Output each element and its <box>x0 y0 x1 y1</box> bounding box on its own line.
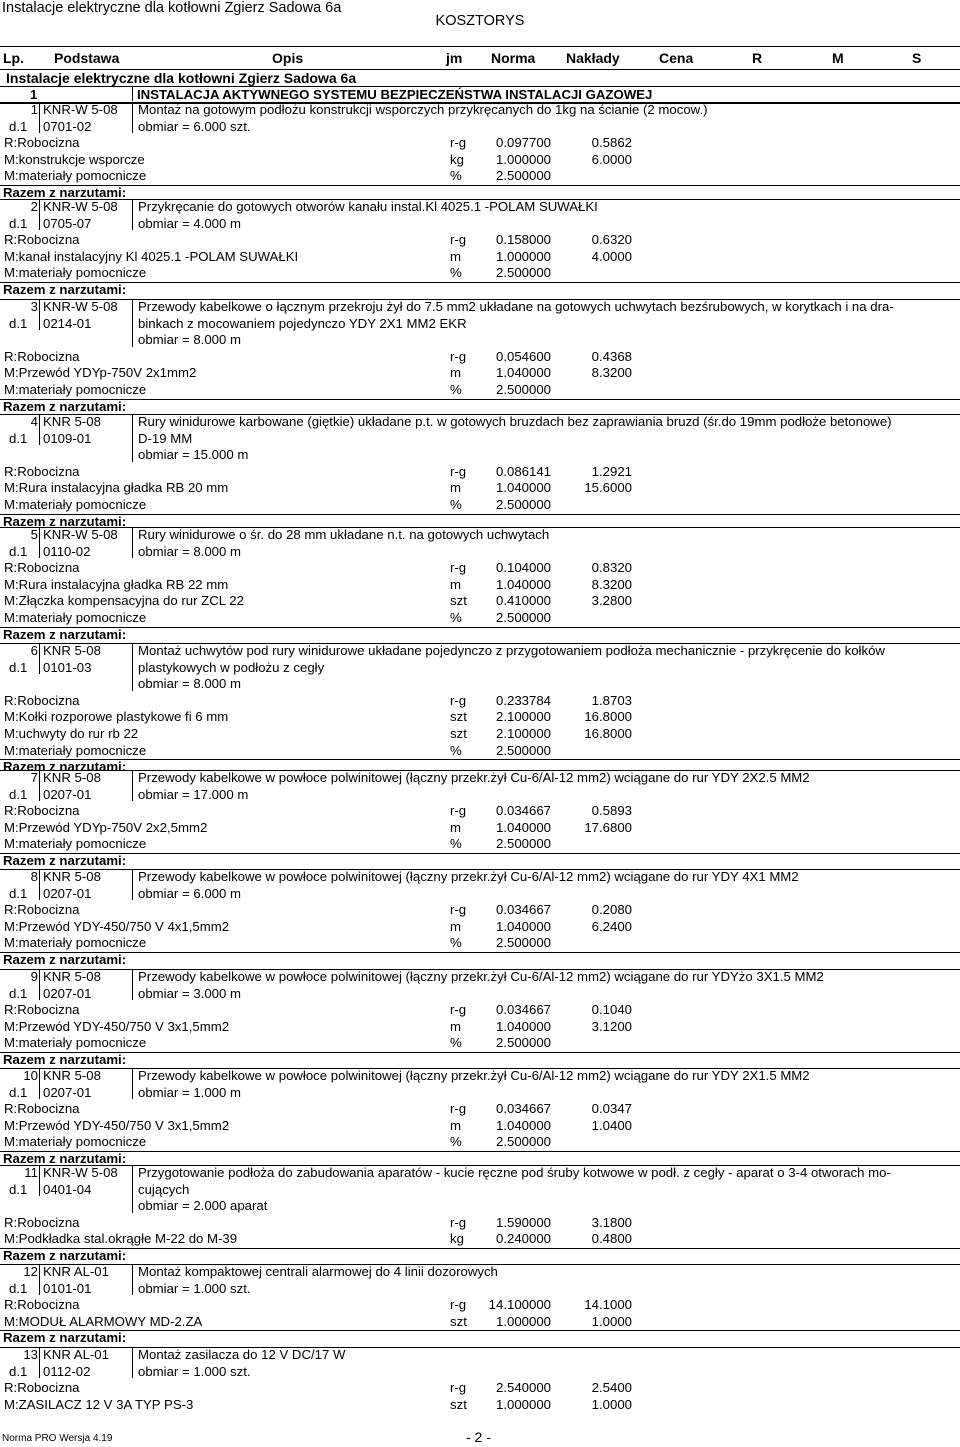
resource-unit: szt <box>450 1313 467 1329</box>
resource-name: R:Robocizna <box>4 463 80 479</box>
column-divider <box>132 869 133 900</box>
resource-name: R:Robocizna <box>4 560 80 576</box>
column-divider <box>39 1264 40 1295</box>
position-obmiar: obmiar = 3.000 m <box>138 985 241 1001</box>
resource-name: R:Robocizna <box>4 1297 80 1313</box>
resource-norma: 2.540000 <box>495 1380 551 1396</box>
position-number: 2 <box>30 199 38 214</box>
position-base-catalog: KNR 5-08 <box>43 869 101 884</box>
resource-unit: r-g <box>450 1297 467 1313</box>
column-divider <box>132 414 133 462</box>
resource-unit: % <box>450 610 462 625</box>
position-number: 11 <box>24 1165 38 1180</box>
position-d1-label: d.1 <box>9 659 28 675</box>
row-divider <box>0 1248 960 1249</box>
position-obmiar: obmiar = 1.000 szt. <box>138 1280 251 1296</box>
resource-norma: 1.590000 <box>495 1214 551 1230</box>
row-divider <box>0 853 960 854</box>
position-number: 10 <box>23 1068 38 1083</box>
row-divider <box>0 1151 960 1152</box>
position-description: cujących <box>138 1181 190 1197</box>
resource-name: M:Przewód YDY-450/750 V 4x1,5mm2 <box>4 918 230 934</box>
razem-z-narzutami: Razem z narzutami: <box>3 513 127 529</box>
resource-norma: 1.000000 <box>495 248 551 264</box>
resource-norma: 2.500000 <box>495 836 551 852</box>
position-number: 5 <box>30 527 38 542</box>
resource-naklady: 17.6800 <box>584 819 632 835</box>
col-cena: Cena <box>659 50 694 66</box>
footer-software: Norma PRO Wersja 4.19 <box>2 1433 113 1444</box>
col-jm: jm <box>446 50 463 66</box>
resource-norma: 0.034667 <box>495 803 551 819</box>
position-description: Rury winidurowe karbowane (giętkie) układane p.t. w gotowych bruzdach bez zaprawiania bruzd (śr.do 19mm podłoże betonowe) <box>138 414 892 429</box>
resource-naklady: 6.0000 <box>591 151 632 167</box>
position-base-code: 0701-02 <box>43 118 92 134</box>
position-obmiar: obmiar = 6.000 m <box>138 885 241 901</box>
razem-z-narzutami: Razem z narzutami: <box>3 759 127 775</box>
position-description: D-19 MM <box>138 430 193 446</box>
resource-name: M:Przewód YDY-450/750 V 3x1,5mm2 <box>4 1117 230 1133</box>
column-divider <box>132 1068 133 1099</box>
resource-unit: r-g <box>450 348 467 364</box>
resource-naklady: 4.0000 <box>591 248 632 264</box>
position-obmiar: obmiar = 15.000 m <box>138 447 249 463</box>
resource-norma: 0.233784 <box>495 692 551 708</box>
position-base-code: 0214-01 <box>43 315 92 331</box>
position-base-code: 0110-02 <box>43 543 91 559</box>
column-divider <box>132 1165 133 1213</box>
position-description: Przykręcanie do gotowych otworów kanału instal.Kl 4025.1 -POLAM SUWAŁKI <box>138 199 598 214</box>
position-number: 1 <box>30 102 38 117</box>
resource-name: M:materiały pomocnicze <box>4 168 147 184</box>
position-base-catalog: KNR-W 5-08 <box>43 1165 118 1180</box>
position-obmiar: obmiar = 4.000 m <box>138 215 241 231</box>
position-obmiar: obmiar = 1.000 szt. <box>138 1363 251 1379</box>
resource-name: M:materiały pomocnicze <box>4 742 147 758</box>
resource-unit: szt <box>450 1396 467 1412</box>
resource-norma: 1.040000 <box>495 365 551 381</box>
position-base-catalog: KNR AL-01 <box>43 1264 109 1279</box>
resource-unit: kg <box>450 151 464 167</box>
resource-name: M:Przewód YDYp-750V 2x1mm2 <box>4 365 197 381</box>
column-divider <box>132 1347 133 1378</box>
resource-naklady: 6.2400 <box>591 918 632 934</box>
position-obmiar: obmiar = 1.000 m <box>138 1084 241 1100</box>
position-obmiar: obmiar = 2.000 aparat <box>138 1198 268 1214</box>
resource-unit: m <box>450 480 461 496</box>
document-subtitle: KOSZTORYS <box>435 13 525 29</box>
row-divider <box>0 185 960 186</box>
column-header-row <box>0 46 960 70</box>
resource-name: M:ZASILACZ 12 V 3A TYP PS-3 <box>4 1396 194 1412</box>
position-base-code: 0101-03 <box>43 659 92 675</box>
resource-norma: 1.000000 <box>495 1396 551 1412</box>
razem-z-narzutami: Razem z narzutami: <box>3 952 127 967</box>
razem-z-narzutami: Razem z narzutami: <box>3 853 127 868</box>
resource-unit: r-g <box>450 560 467 576</box>
position-description: plastykowych w podłożu z cegły <box>138 659 325 675</box>
col-opis: Opis <box>272 50 304 66</box>
resource-naklady: 15.6000 <box>584 480 632 496</box>
position-description: Montaż na gotowym podłożu konstrukcji wsporczych przykręcanych do 1kg na ścianie (2 mocow.) <box>138 102 708 117</box>
position-base-catalog: KNR AL-01 <box>43 1347 109 1362</box>
position-d1-label: d.1 <box>9 786 28 802</box>
position-d1-label: d.1 <box>9 543 28 559</box>
resource-name: R:Robocizna <box>4 803 80 819</box>
resource-name: M:Rura instalacyjna gładka RB 22 mm <box>4 576 229 592</box>
column-divider <box>132 102 133 133</box>
resource-norma: 0.034667 <box>495 902 551 918</box>
resource-naklady: 1.0400 <box>591 1117 632 1133</box>
resource-norma: 2.500000 <box>495 265 551 281</box>
razem-z-narzutami: Razem z narzutami: <box>3 1052 127 1067</box>
position-base-catalog: KNR-W 5-08 <box>43 199 118 214</box>
resource-name: R:Robocizna <box>4 1380 80 1396</box>
document-title: Instalacje elektryczne dla kotłowni Zgierz Sadowa 6a <box>2 0 342 16</box>
column-divider <box>132 1264 133 1295</box>
resource-unit: m <box>450 918 461 934</box>
resource-naklady: 8.3200 <box>591 365 632 381</box>
position-obmiar: obmiar = 17.000 m <box>138 786 249 802</box>
resource-naklady: 1.0000 <box>591 1396 632 1412</box>
resource-name: M:materiały pomocnicze <box>4 265 147 281</box>
resource-name: M:materiały pomocnicze <box>4 382 147 397</box>
position-base-code: 0705-07 <box>43 215 92 231</box>
resource-naklady: 1.0000 <box>591 1313 632 1329</box>
resource-norma: 0.158000 <box>495 232 551 248</box>
resource-name: M:Rura instalacyjna gładka RB 20 mm <box>4 480 229 496</box>
resource-unit: r-g <box>450 463 467 479</box>
resource-norma: 0.086141 <box>495 463 551 479</box>
column-divider <box>132 527 133 558</box>
col-naklady: Nakłady <box>566 50 620 66</box>
position-base-catalog: KNR 5-08 <box>43 969 101 984</box>
resource-unit: % <box>450 935 462 951</box>
resource-unit: r-g <box>450 902 467 918</box>
resource-naklady: 0.4800 <box>591 1231 632 1247</box>
position-description: Przewody kabelkowe w powłoce polwinitowej (łączny przekr.żył Cu-6/Al-12 mm2) wciągane do rur YDY 4X1 MM2 <box>138 869 799 884</box>
position-number: 3 <box>30 299 38 314</box>
position-number: 9 <box>30 969 38 984</box>
resource-unit: % <box>450 497 462 512</box>
resource-norma: 0.034667 <box>495 1101 551 1117</box>
resource-naklady: 0.8320 <box>591 560 632 576</box>
resource-unit: % <box>450 836 462 852</box>
row-divider <box>0 627 960 628</box>
resource-norma: 0.054600 <box>495 348 551 364</box>
position-base-catalog: KNR 5-08 <box>43 1068 101 1083</box>
position-description: Montaż zasilacza do 12 V DC/17 W <box>138 1347 346 1362</box>
resource-name: M:materiały pomocnicze <box>4 610 147 625</box>
position-d1-label: d.1 <box>9 1280 28 1296</box>
column-divider <box>132 969 133 1000</box>
position-base-code: 0207-01 <box>43 786 92 802</box>
position-number: 13 <box>23 1347 38 1362</box>
resource-naklady: 14.1000 <box>584 1297 632 1313</box>
position-base-catalog: KNR 5-08 <box>43 770 101 785</box>
resource-norma: 14.100000 <box>488 1297 551 1313</box>
resource-norma: 2.100000 <box>495 726 551 741</box>
position-description: binkach z mocowaniem pojedynczo YDY 2X1 MM2 EKR <box>138 315 467 331</box>
position-number: 6 <box>30 643 38 658</box>
resource-norma: 1.040000 <box>495 918 551 934</box>
resource-norma: 0.104000 <box>495 560 551 576</box>
position-obmiar: obmiar = 6.000 szt. <box>138 118 251 134</box>
resource-unit: szt <box>450 726 467 741</box>
project-line: Instalacje elektryczne dla kotłowni Zgierz Sadowa 6a <box>6 70 357 86</box>
resource-norma: 0.034667 <box>495 1002 551 1018</box>
col-podstawa: Podstawa <box>54 50 120 66</box>
resource-name: R:Robocizna <box>4 232 80 248</box>
resource-unit: % <box>450 265 462 281</box>
resource-name: M:uchwyty do rur rb 22 <box>4 726 139 741</box>
resource-name: M:konstrukcje wsporcze <box>4 151 145 167</box>
resource-name: M:materiały pomocnicze <box>4 935 147 951</box>
razem-z-narzutami: Razem z narzutami: <box>3 1151 127 1166</box>
position-d1-label: d.1 <box>9 1084 28 1100</box>
column-divider <box>132 770 133 801</box>
column-divider <box>39 199 40 230</box>
resource-naklady: 0.6320 <box>591 232 632 248</box>
resource-unit: kg <box>450 1231 464 1247</box>
position-description: Przewody kabelkowe w powłoce polwinitowej (łączny przekr.żył Cu-6/Al-12 mm2) wciągane do rur YDY 2X1.5 MM2 <box>138 1068 810 1083</box>
position-d1-label: d.1 <box>9 1181 28 1197</box>
column-divider <box>39 869 40 900</box>
resource-naklady: 0.4368 <box>591 348 632 364</box>
resource-norma: 1.040000 <box>495 819 551 835</box>
razem-z-narzutami: Razem z narzutami: <box>3 1330 127 1346</box>
resource-name: M:materiały pomocnicze <box>4 836 147 852</box>
resource-name: M:Złączka kompensacyjna do rur ZCL 22 <box>4 593 244 609</box>
column-divider <box>39 1347 40 1378</box>
position-number: 8 <box>30 869 38 884</box>
section-divider <box>132 87 133 101</box>
razem-z-narzutami: Razem z narzutami: <box>3 185 127 200</box>
resource-unit: m <box>450 819 461 835</box>
resource-norma: 2.500000 <box>495 935 551 951</box>
column-divider <box>39 1165 40 1196</box>
resource-name: M:kanał instalacyjny Kl 4025.1 -POLAM SUWAŁKI <box>4 248 299 264</box>
resource-unit: r-g <box>450 692 467 708</box>
row-divider <box>0 1330 960 1331</box>
resource-naklady: 8.3200 <box>591 576 632 592</box>
column-divider <box>39 527 40 558</box>
resource-name: M:MODUŁ ALARMOWY MD-2.ZA <box>4 1313 203 1329</box>
razem-z-narzutami: Razem z narzutami: <box>3 626 127 642</box>
resource-name: R:Robocizna <box>4 348 80 364</box>
resource-norma: 1.040000 <box>495 1117 551 1133</box>
resource-unit: m <box>450 365 461 381</box>
row-divider <box>0 1052 960 1053</box>
position-obmiar: obmiar = 8.000 m <box>138 332 241 348</box>
resource-unit: szt <box>450 593 467 609</box>
razem-z-narzutami: Razem z narzutami: <box>3 1248 127 1263</box>
position-base-code: 0101-01 <box>43 1280 92 1296</box>
resource-naklady: 0.1040 <box>591 1002 632 1018</box>
position-description: Montaż uchwytów pod rury winidurowe układane pojedynczo z przygotowaniem podłoża mechanicznie - przykręcenie do kołków <box>138 643 885 658</box>
resource-name: R:Robocizna <box>4 902 80 918</box>
resource-name: M:materiały pomocnicze <box>4 1035 147 1051</box>
position-base-catalog: KNR 5-08 <box>43 414 101 429</box>
position-base-catalog: KNR 5-08 <box>43 643 101 658</box>
position-d1-label: d.1 <box>9 1363 28 1379</box>
resource-name: R:Robocizna <box>4 1002 80 1018</box>
col-lp: Lp. <box>3 50 24 66</box>
column-divider <box>39 102 40 133</box>
resource-naklady: 3.1200 <box>591 1018 632 1034</box>
resource-unit: % <box>450 1134 462 1150</box>
column-divider <box>39 969 40 1000</box>
position-d1-label: d.1 <box>9 118 28 134</box>
resource-unit: m <box>450 576 461 592</box>
resource-norma: 1.040000 <box>495 576 551 592</box>
razem-z-narzutami: Razem z narzutami: <box>3 398 127 414</box>
column-divider <box>39 770 40 801</box>
position-base-code: 0109-01 <box>43 430 92 446</box>
position-base-catalog: KNR-W 5-08 <box>43 102 118 117</box>
resource-unit: % <box>450 382 462 397</box>
section-number: 1 <box>30 87 38 102</box>
razem-z-narzutami: Razem z narzutami: <box>3 282 127 297</box>
position-description: Przewody kabelkowe w powłoce polwinitowej (łączny przekr.żył Cu-6/Al-12 mm2) wciągane do rur YDY 2X2.5 MM2 <box>138 770 810 785</box>
column-divider <box>132 643 133 691</box>
position-number: 12 <box>23 1264 38 1279</box>
resource-naklady: 0.2080 <box>591 902 632 918</box>
resource-unit: r-g <box>450 1002 467 1018</box>
position-base-catalog: KNR-W 5-08 <box>43 299 118 314</box>
resource-unit: szt <box>450 709 467 725</box>
row-divider <box>0 514 960 515</box>
position-base-code: 0112-02 <box>43 1363 91 1379</box>
resource-norma: 0.240000 <box>495 1231 551 1247</box>
resource-norma: 1.000000 <box>495 1313 551 1329</box>
position-d1-label: d.1 <box>9 985 28 1001</box>
position-obmiar: obmiar = 8.000 m <box>138 676 241 692</box>
position-d1-label: d.1 <box>9 215 28 231</box>
resource-norma: 1.040000 <box>495 1018 551 1034</box>
resource-norma: 2.500000 <box>495 742 551 758</box>
resource-unit: m <box>450 248 461 264</box>
column-divider <box>132 299 133 347</box>
resource-norma: 2.500000 <box>495 1035 551 1051</box>
resource-unit: r-g <box>450 803 467 819</box>
resource-name: R:Robocizna <box>4 1214 80 1230</box>
resource-name: M:Podkładka stal.okrągłe M-22 do M-39 <box>4 1231 238 1247</box>
resource-unit: r-g <box>450 1214 467 1230</box>
resource-name: R:Robocizna <box>4 1101 80 1117</box>
column-divider <box>39 1068 40 1099</box>
resource-unit: m <box>450 1117 461 1133</box>
column-divider <box>39 643 40 674</box>
resource-naklady: 0.5862 <box>591 135 632 151</box>
position-d1-label: d.1 <box>9 885 28 901</box>
position-obmiar: obmiar = 8.000 m <box>138 543 241 559</box>
row-divider <box>0 952 960 953</box>
row-divider <box>0 759 960 760</box>
col-r: R <box>752 50 763 66</box>
position-base-catalog: KNR-W 5-08 <box>43 527 118 542</box>
resource-naklady: 16.8000 <box>584 726 632 741</box>
resource-naklady: 16.8000 <box>584 709 632 725</box>
position-base-code: 0207-01 <box>43 985 92 1001</box>
resource-unit: m <box>450 1018 461 1034</box>
position-d1-label: d.1 <box>9 430 28 446</box>
resource-unit: % <box>450 742 462 758</box>
resource-norma: 1.040000 <box>495 480 551 496</box>
position-description: Przewody kabelkowe w powłoce polwinitowej (łączny przekr.żył Cu-6/Al-12 mm2) wciągane do rur YDYżo 3X1.5 MM2 <box>138 969 824 984</box>
resource-norma: 1.000000 <box>495 151 551 167</box>
resource-unit: r-g <box>450 135 467 151</box>
position-base-code: 0401-04 <box>43 1181 92 1197</box>
position-description: Przygotowanie podłoża do zabudowania aparatów - kucie ręczne pod śruby kotwowe w podł. z cegły - aparat o 3-4 otworach mo- <box>138 1165 891 1180</box>
resource-unit: % <box>450 168 462 184</box>
resource-name: M:Przewód YDY-450/750 V 3x1,5mm2 <box>4 1018 230 1034</box>
row-divider <box>0 399 960 400</box>
resource-name: R:Robocizna <box>4 692 80 708</box>
column-divider <box>39 299 40 330</box>
resource-naklady: 1.2921 <box>591 463 632 479</box>
position-description: Rury winidurowe o śr. do 28 mm układane n.t. na gotowych uchwytach <box>138 527 550 542</box>
resource-naklady: 0.5893 <box>591 803 632 819</box>
resource-unit: r-g <box>450 1380 467 1396</box>
resource-norma: 2.500000 <box>495 497 551 512</box>
footer-page-number: - 2 - <box>466 1429 491 1445</box>
row-divider <box>0 282 960 283</box>
resource-name: M:Przewód YDYp-750V 2x2,5mm2 <box>4 819 208 835</box>
resource-naklady: 0.0347 <box>591 1101 632 1117</box>
position-number: 4 <box>30 414 38 429</box>
resource-norma: 2.500000 <box>495 610 551 625</box>
position-number: 7 <box>30 770 38 785</box>
resource-name: R:Robocizna <box>4 135 80 151</box>
column-divider <box>132 199 133 230</box>
resource-norma: 2.500000 <box>495 168 551 184</box>
position-base-code: 0207-01 <box>43 1084 92 1100</box>
resource-naklady: 1.8703 <box>591 692 632 708</box>
resource-norma: 0.410000 <box>495 593 551 609</box>
resource-norma: 2.500000 <box>495 382 551 397</box>
col-s: S <box>912 50 922 66</box>
resource-naklady: 3.1800 <box>591 1214 632 1230</box>
col-m: M <box>832 50 844 66</box>
resource-name: M:materiały pomocnicze <box>4 497 147 512</box>
column-divider <box>39 414 40 445</box>
resource-norma: 2.100000 <box>495 709 551 725</box>
resource-unit: % <box>450 1035 462 1051</box>
position-base-code: 0207-01 <box>43 885 92 901</box>
position-description: Montaż kompaktowej centrali alarmowej do 4 linii dozorowych <box>138 1264 498 1279</box>
resource-unit: r-g <box>450 232 467 248</box>
position-description: Przewody kabelkowe o łącznym przekroju żył do 7.5 mm2 układane na gotowych uchwytach bezśrubowych, w korytkach i na dra- <box>138 299 894 314</box>
section-title: INSTALACJA AKTYWNEGO SYSTEMU BEZPIECZEŃSTWA INSTALACJI GAZOWEJ <box>137 87 653 102</box>
resource-norma: 2.500000 <box>495 1134 551 1150</box>
resource-norma: 0.097700 <box>495 135 551 151</box>
resource-unit: r-g <box>450 1101 467 1117</box>
resource-name: M:Kołki rozporowe plastykowe fi 6 mm <box>4 709 229 725</box>
col-norma: Norma <box>491 50 536 66</box>
resource-naklady: 3.2800 <box>591 593 632 609</box>
resource-naklady: 2.5400 <box>591 1380 632 1396</box>
resource-name: M:materiały pomocnicze <box>4 1134 147 1150</box>
position-d1-label: d.1 <box>9 315 28 331</box>
